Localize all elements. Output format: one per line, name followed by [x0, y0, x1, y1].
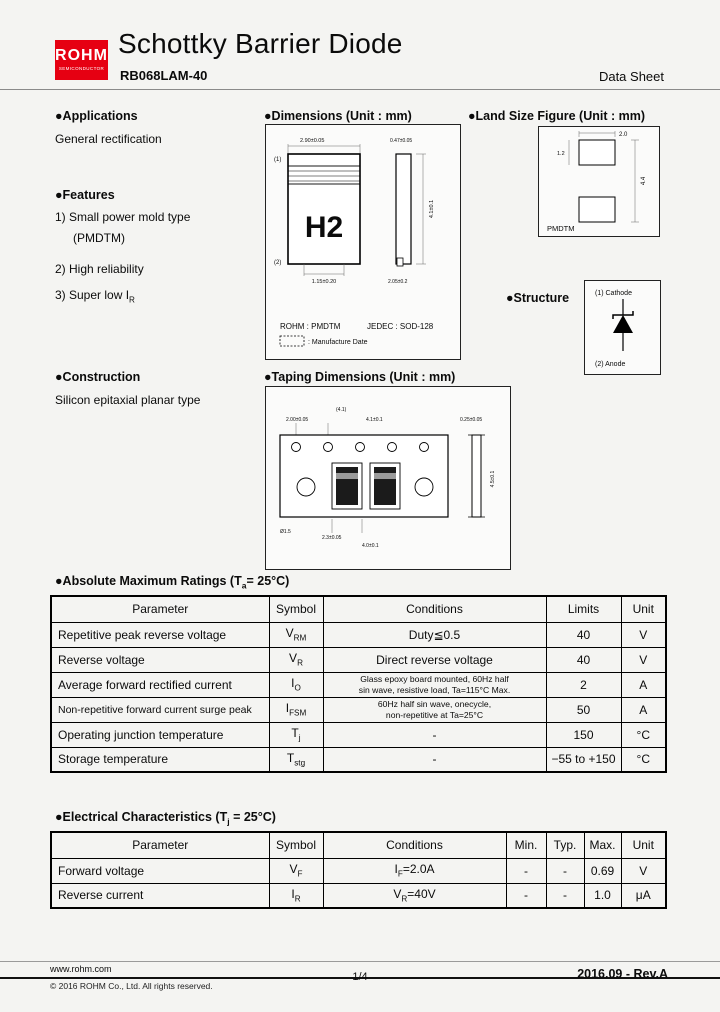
package-name-jedec: JEDEC : SOD-128: [367, 322, 434, 331]
taping-dim-label: 0.25±0.05: [460, 417, 483, 423]
unit-cell: V: [621, 647, 666, 672]
taping-diagram: [266, 387, 510, 569]
unit-cell: V: [621, 622, 666, 647]
typ-cell: -: [546, 858, 584, 883]
unit-cell: μA: [621, 883, 666, 908]
construction-heading: ●Construction: [55, 370, 141, 384]
limits-cell: 150: [546, 722, 621, 747]
abs-max-heading: ●Absolute Maximum Ratings $(T_a= 25^\circ C)$: [55, 574, 290, 591]
symbol-cell: $V_{RM}$: [269, 622, 323, 647]
features-heading: ●Features: [55, 188, 115, 202]
dimensions-diagram: [266, 125, 460, 359]
elec-char-table: [50, 831, 665, 909]
symbol-cell: $I_R$: [269, 883, 323, 908]
symbol-cell: $V_R$: [269, 647, 323, 672]
footer-divider-thin: [0, 961, 720, 962]
parameter-cell: Storage temperature: [51, 747, 269, 772]
col-header: Unit: [621, 596, 666, 622]
unit-cell: A: [621, 672, 666, 697]
taping-dim-label: 4.5±0.1: [490, 470, 496, 488]
parameter-cell: Average forward rectified current: [51, 672, 269, 697]
doc-type-label: Data Sheet: [598, 69, 664, 84]
taping-dim-label: 2.00±0.05: [286, 417, 309, 423]
table-row: [51, 697, 666, 722]
feature-item-3: 3) Super low $I_R$: [55, 288, 135, 305]
max-cell: 1.0: [584, 883, 621, 908]
land-size-figure-box: [538, 126, 660, 237]
limits-cell: 40: [546, 622, 621, 647]
dimensions-figure-box: [265, 124, 461, 360]
typ-cell: -: [546, 883, 584, 908]
applications-text: General rectification: [55, 132, 162, 146]
symbol-cell: $T_{stg}$: [269, 747, 323, 772]
dimensions-heading: ●Dimensions (Unit : mm): [264, 109, 412, 123]
land-size-diagram: [539, 127, 659, 236]
land-size-heading: ●Land Size Figure (Unit : mm): [468, 109, 645, 123]
logo-text: ROHM: [55, 47, 108, 64]
logo-subtext: SEMICONDUCTOR: [58, 66, 105, 71]
manufacture-date-note: : Manufacture Date: [308, 339, 368, 346]
parameter-cell: Reverse voltage: [51, 647, 269, 672]
feature-item-2: 2) High reliability: [55, 262, 144, 276]
feature-item-1b: (PMDTM): [73, 231, 125, 245]
abs-max-table: [50, 595, 665, 773]
structure-heading: ●Structure: [506, 291, 570, 305]
feature-item-1: 1) Small power mold type: [55, 210, 191, 224]
land-dim-height: 4.4: [641, 176, 647, 186]
rohm-website-link[interactable]: www.rohm.com: [50, 964, 112, 974]
elec-char-heading: ●Electrical Characteristics $(T_j = 25^\circ C)$: [55, 810, 276, 827]
taping-dim-label: (4.1): [336, 407, 347, 413]
dim-label-side-height: 4.1±0.1: [429, 199, 435, 219]
parameter-cell: Repetitive peak reverse voltage: [51, 622, 269, 647]
land-dim-pad: 1.2: [557, 151, 565, 157]
col-header: Symbol: [269, 832, 323, 858]
table-header-row: [51, 832, 666, 858]
symbol-cell: $I_{FSM}$: [269, 697, 323, 722]
pin2-label: (2): [274, 260, 282, 266]
copyright-text: © 2016 ROHM Co., Ltd. All rights reserved.: [50, 981, 213, 991]
limits-cell: 40: [546, 647, 621, 672]
unit-cell: A: [621, 697, 666, 722]
dim-label-bottom: 1.15±0.20: [311, 279, 337, 285]
col-header: Symbol: [269, 596, 323, 622]
table-header-row: [51, 596, 666, 622]
conditions-cell: $I_F=2.0A$: [323, 858, 506, 883]
header-divider: [0, 89, 720, 90]
table-row: [51, 672, 666, 697]
conditions-cell: Duty≦0.5: [323, 622, 546, 647]
pin1-label: (1): [274, 157, 282, 163]
taping-dim-label: 4.1±0.1: [366, 417, 383, 423]
col-header: Limits: [546, 596, 621, 622]
construction-text: Silicon epitaxial planar type: [55, 393, 201, 407]
col-header: Typ.: [546, 832, 584, 858]
unit-cell: °C: [621, 747, 666, 772]
col-header: Max.: [584, 832, 621, 858]
table-row: [51, 747, 666, 772]
dim-label-top: 2.90±0.05: [300, 138, 325, 144]
cathode-label: (1) Cathode: [595, 290, 632, 297]
min-cell: -: [506, 858, 546, 883]
col-header: Min.: [506, 832, 546, 858]
conditions-cell: -: [323, 747, 546, 772]
limits-cell: 2: [546, 672, 621, 697]
anode-label: (2) Anode: [595, 361, 626, 368]
dim-label-top2: 0.47±0.05: [390, 138, 413, 144]
table-row: [51, 722, 666, 747]
table-row: [51, 858, 666, 883]
package-marking: H2: [304, 211, 344, 244]
dim-label-side-width: 2.05±0.2: [388, 279, 408, 285]
limits-cell: 50: [546, 697, 621, 722]
taping-dim-label: 4.0±0.1: [362, 543, 379, 549]
table-row: [51, 622, 666, 647]
parameter-cell: Reverse current: [51, 883, 269, 908]
land-package-name: PMDTM: [547, 224, 575, 233]
taping-dim-label: 2.3±0.05: [322, 535, 342, 541]
conditions-cell: -: [323, 722, 546, 747]
col-header: Conditions: [323, 596, 546, 622]
taping-figure-box: [265, 386, 511, 570]
col-header: Conditions: [323, 832, 506, 858]
rohm-logo: [55, 40, 108, 80]
conditions-cell: 60Hz half sin wave, onecycle, non-repetitive at Ta=25°C: [323, 697, 546, 722]
page-number: 1/4: [352, 971, 368, 983]
taping-heading: ●Taping Dimensions (Unit : mm): [264, 370, 456, 384]
parameter-cell: Forward voltage: [51, 858, 269, 883]
limits-cell: −55 to +150: [546, 747, 621, 772]
structure-diagram: [585, 281, 660, 374]
parameter-cell: Non-repetitive forward current surge peak: [51, 697, 269, 722]
symbol-cell: $T_j$: [269, 722, 323, 747]
unit-cell: V: [621, 858, 666, 883]
col-header: Unit: [621, 832, 666, 858]
diode-symbol: [613, 315, 633, 333]
conditions-cell: $V_R=40V$: [323, 883, 506, 908]
conditions-cell: Glass epoxy board mounted, 60Hz half sin wave, resistive load, Ta=115°C Max.: [323, 672, 546, 697]
applications-heading: ●Applications: [55, 109, 138, 123]
taping-dim-label: Ø1.5: [280, 529, 291, 535]
land-dim-width: 2.0: [619, 132, 628, 138]
table-row: [51, 647, 666, 672]
conditions-cell: Direct reverse voltage: [323, 647, 546, 672]
max-cell: 0.69: [584, 858, 621, 883]
parameter-cell: Operating junction temperature: [51, 722, 269, 747]
col-header: Parameter: [51, 832, 269, 858]
symbol-cell: $I_O$: [269, 672, 323, 697]
symbol-cell: $V_F$: [269, 858, 323, 883]
package-name-rohm: ROHM : PMDTM: [280, 322, 341, 331]
unit-cell: °C: [621, 722, 666, 747]
structure-figure-box: [584, 280, 661, 375]
part-number: RB068LAM-40: [120, 68, 208, 83]
page-title: Schottky Barrier Diode: [118, 28, 403, 59]
table-row: [51, 883, 666, 908]
min-cell: -: [506, 883, 546, 908]
col-header: Parameter: [51, 596, 269, 622]
revision-label: 2016.09 - Rev.A: [577, 967, 668, 981]
